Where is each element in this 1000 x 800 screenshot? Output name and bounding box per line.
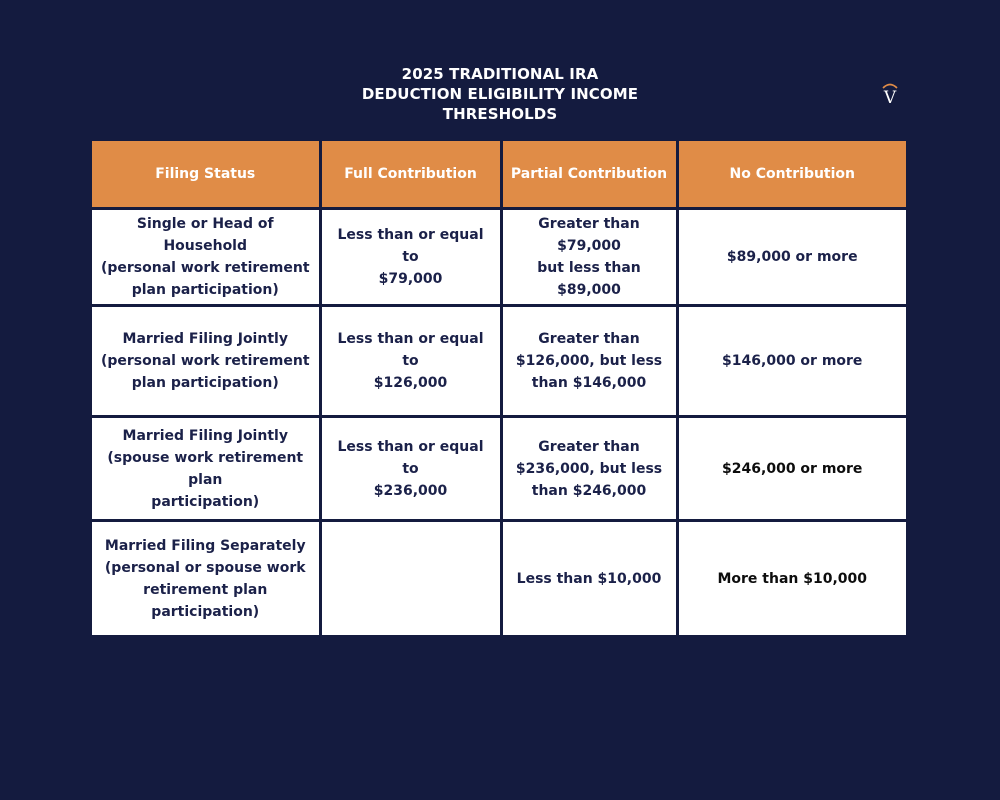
- cell-line: Married Filing Jointly: [122, 427, 288, 444]
- logo-letter: V: [883, 88, 897, 108]
- cell-line: Less than or equal to: [337, 438, 484, 477]
- cell-line: but less than $89,000: [537, 260, 641, 298]
- full-contribution-cell: [320, 209, 501, 306]
- table-row: [92, 521, 906, 636]
- filing-status-cell: [92, 521, 320, 636]
- cell-line: Married Filing Jointly: [122, 331, 288, 347]
- ira-thresholds-table: [92, 141, 906, 635]
- no-contribution-cell: [677, 306, 906, 417]
- title-line-3: THRESHOLDS: [442, 105, 558, 123]
- cell-line: $246,000 or more: [722, 460, 863, 477]
- cell-line: $126,000, but less: [515, 353, 663, 369]
- cell-line: $236,000, but less: [515, 460, 663, 477]
- cell-line: Married Filing Separately: [104, 537, 306, 554]
- cell-line: Less than or equal to: [337, 331, 484, 369]
- cell-line: than $146,000: [531, 375, 647, 391]
- table-header-row: [92, 141, 906, 209]
- cell-line: participation): [151, 493, 260, 510]
- cell-line: plan participation): [131, 375, 279, 391]
- cell-line: $79,000: [378, 271, 443, 287]
- title-line-2: DEDUCTION ELIGIBILITY INCOME: [361, 85, 639, 103]
- no-contribution-cell: [677, 417, 906, 521]
- cell-line: Greater than: [538, 331, 640, 347]
- cell-line: than $246,000: [531, 482, 647, 499]
- full-contribution-cell: [320, 306, 501, 417]
- cell-line: Less than or equal to: [337, 227, 484, 265]
- cell-line: $126,000: [373, 375, 448, 391]
- table-row: [92, 209, 906, 306]
- cell-line: (personal work retirement: [100, 260, 310, 276]
- page-title: [300, 64, 700, 124]
- cell-line: More than $10,000: [717, 570, 868, 587]
- partial-contribution-cell: [501, 417, 677, 521]
- cell-line: Less than $10,000: [516, 570, 662, 587]
- cell-line: (spouse work retirement plan: [107, 449, 304, 488]
- cell-line: $236,000: [373, 482, 448, 499]
- no-contribution-cell: [677, 521, 906, 636]
- cell-line: (personal work retirement: [100, 353, 310, 369]
- cell-line: (personal or spouse work: [104, 559, 306, 576]
- no-contribution-cell: [677, 209, 906, 306]
- table-row: [92, 417, 906, 521]
- title-line-1: 2025 TRADITIONAL IRA: [401, 65, 599, 83]
- cell-line: Single or Head of Household: [136, 216, 274, 254]
- filing-status-cell: [92, 417, 320, 521]
- partial-contribution-cell: [501, 521, 677, 636]
- header-filing-status: Filing Status: [92, 141, 320, 209]
- header-full-contribution: Full Contribution: [320, 141, 501, 209]
- partial-contribution-cell: [501, 306, 677, 417]
- cell-line: plan participation): [131, 282, 279, 298]
- full-contribution-cell: [320, 521, 501, 636]
- full-contribution-cell: [320, 417, 501, 521]
- cell-line: $146,000 or more: [722, 353, 863, 369]
- cell-line: Greater than: [538, 438, 640, 455]
- v-logo-icon: [872, 76, 908, 112]
- header-partial-contribution: Partial Contribution: [501, 141, 677, 209]
- filing-status-cell: [92, 306, 320, 417]
- cell-line: Greater than $79,000: [538, 216, 640, 254]
- table-row: [92, 306, 906, 417]
- filing-status-cell: [92, 209, 320, 306]
- cell-line: $89,000 or more: [726, 249, 858, 265]
- header-no-contribution: No Contribution: [677, 141, 906, 209]
- partial-contribution-cell: [501, 209, 677, 306]
- cell-line: retirement plan participation): [143, 581, 268, 620]
